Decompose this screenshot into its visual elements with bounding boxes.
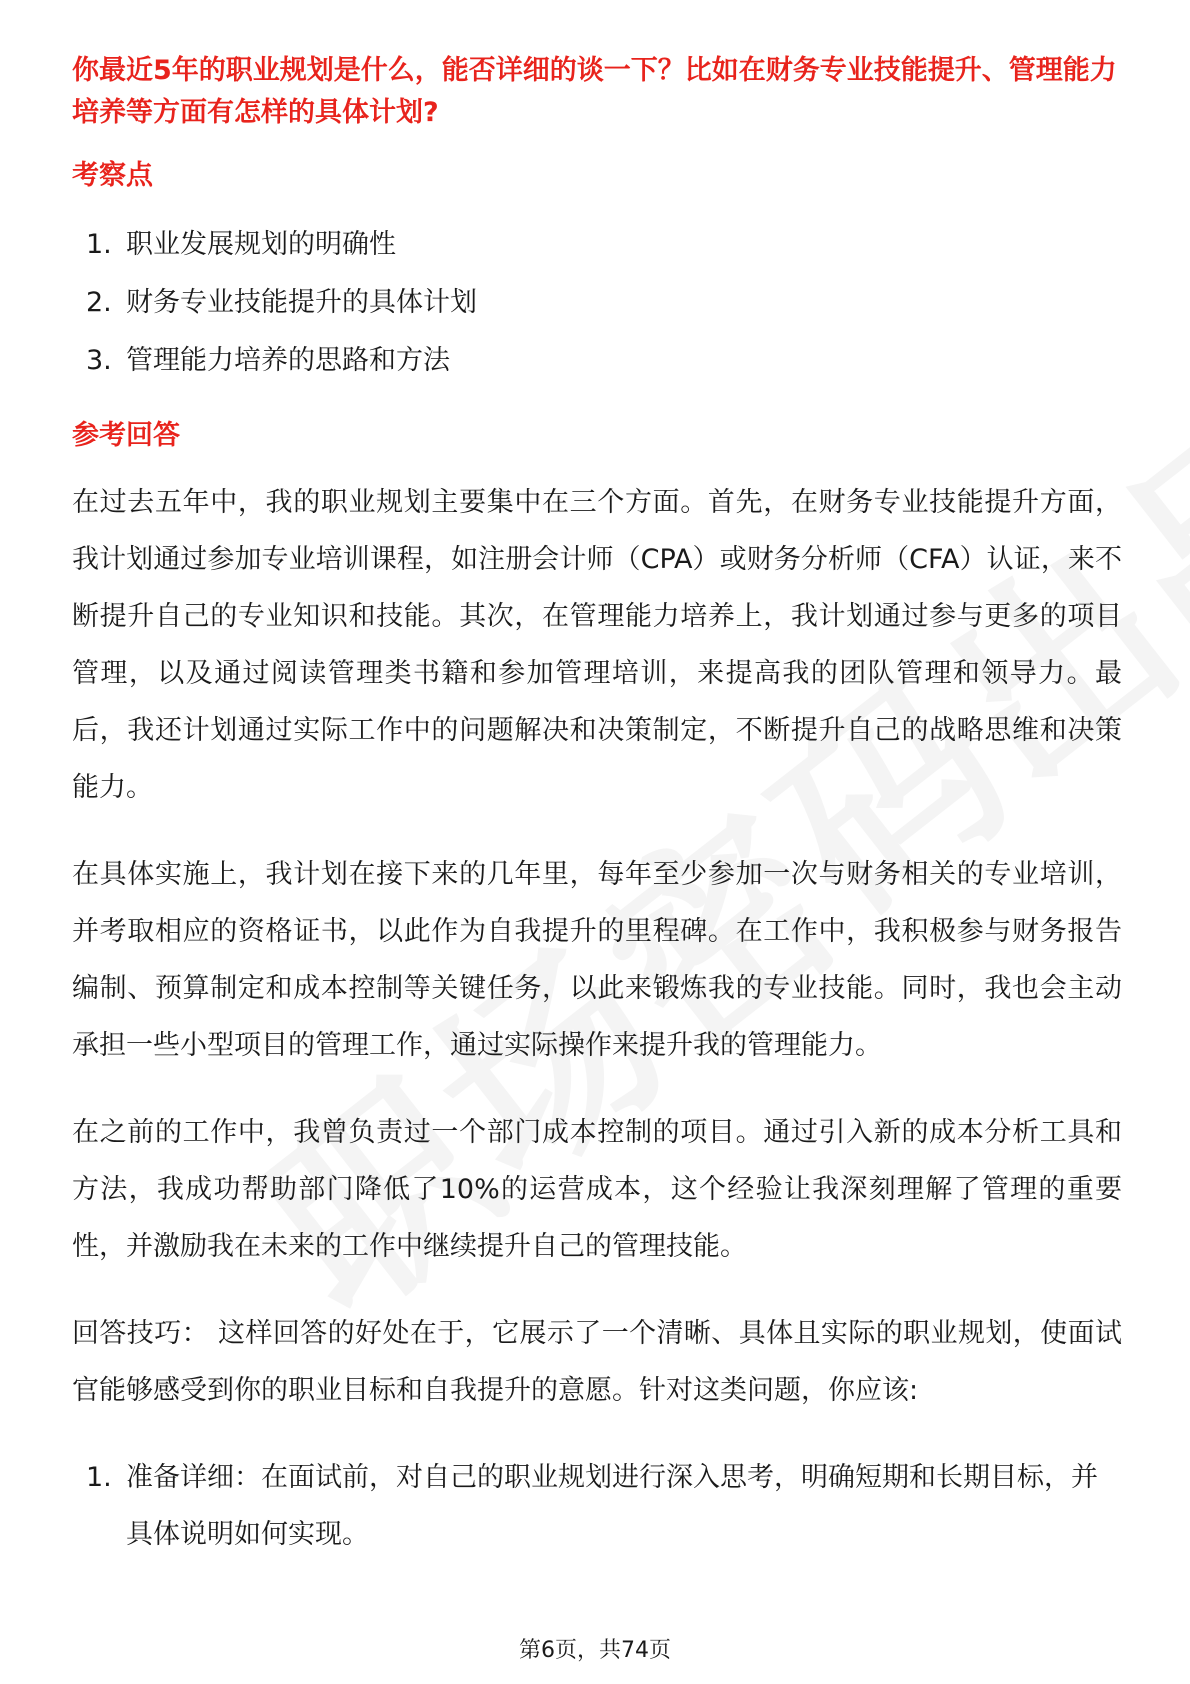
points-list: [72, 216, 1122, 390]
question-heading: 你最近5年的职业规划是什么，能否详细的谈一下？比如在财务专业技能提升、管理能力培养等方面有怎样的具体计划?: [72, 55, 1117, 128]
answer-section-title: 参考回答: [72, 420, 180, 451]
list-number: 2.: [86, 287, 112, 318]
list-item-text: 财务专业技能提升的具体计划: [126, 287, 477, 318]
list-number: 3.: [86, 345, 112, 376]
list-item: [72, 216, 1122, 274]
list-item-text: 准备详细：在面试前，对自己的职业规划进行深入思考，明确短期和长期目标，并具体说明如何实现。: [126, 1462, 1098, 1550]
answer-paragraph: 在具体实施上，我计划在接下来的几年里，每年至少参加一次与财务相关的专业培训，并考取相应的资格证书，以此作为自我提升的里程碑。在工作中，我积极参与财务报告编制、预算制定和成本控制等关键任务，以此来锻炼我的专业技能。同时，我也会主动承担一些小型项目的管理工作，通过实际操作来提升我的管理能力。: [72, 859, 1122, 1061]
answer-paragraph: 在之前的工作中，我曾负责过一个部门成本控制的项目。通过引入新的成本分析工具和方法，我成功帮助部门降低了10%的运营成本，这个经验让我深刻理解了管理的重要性，并激励我在未来的工作中继续提升自己的管理技能。: [72, 1117, 1122, 1262]
tips-list: [72, 1449, 1122, 1563]
list-item: [72, 1449, 1122, 1563]
list-item: [72, 274, 1122, 332]
document-body: [72, 50, 1122, 1563]
list-item-text: 管理能力培养的思路和方法: [126, 345, 450, 376]
tips-intro-paragraph: 回答技巧： 这样回答的好处在于，它展示了一个清晰、具体且实际的职业规划，使面试官能够感受到你的职业目标和自我提升的意愿。针对这类问题，你应该:: [72, 1318, 1122, 1406]
list-number: 1.: [86, 229, 112, 260]
list-number: 1.: [86, 1462, 112, 1493]
page-footer: 第6页，共74页: [519, 1638, 671, 1663]
points-section-title: 考察点: [72, 160, 153, 191]
answer-paragraph: 在过去五年中，我的职业规划主要集中在三个方面。首先，在财务专业技能提升方面，我计划通过参加专业培训课程，如注册会计师（CPA）或财务分析师（CFA）认证，来不断提升自己的专业知识和技能。其次，在管理能力培养上，我计划通过参与更多的项目管理，以及通过阅读管理类书籍和参加管理培训，来提高我的团队管理和领导力。最后，我还计划通过实际工作中的问题解决和决策制定，不断提升自己的战略思维和决策能力。: [72, 487, 1122, 803]
list-item: [72, 332, 1122, 390]
list-item-text: 职业发展规划的明确性: [126, 229, 396, 260]
